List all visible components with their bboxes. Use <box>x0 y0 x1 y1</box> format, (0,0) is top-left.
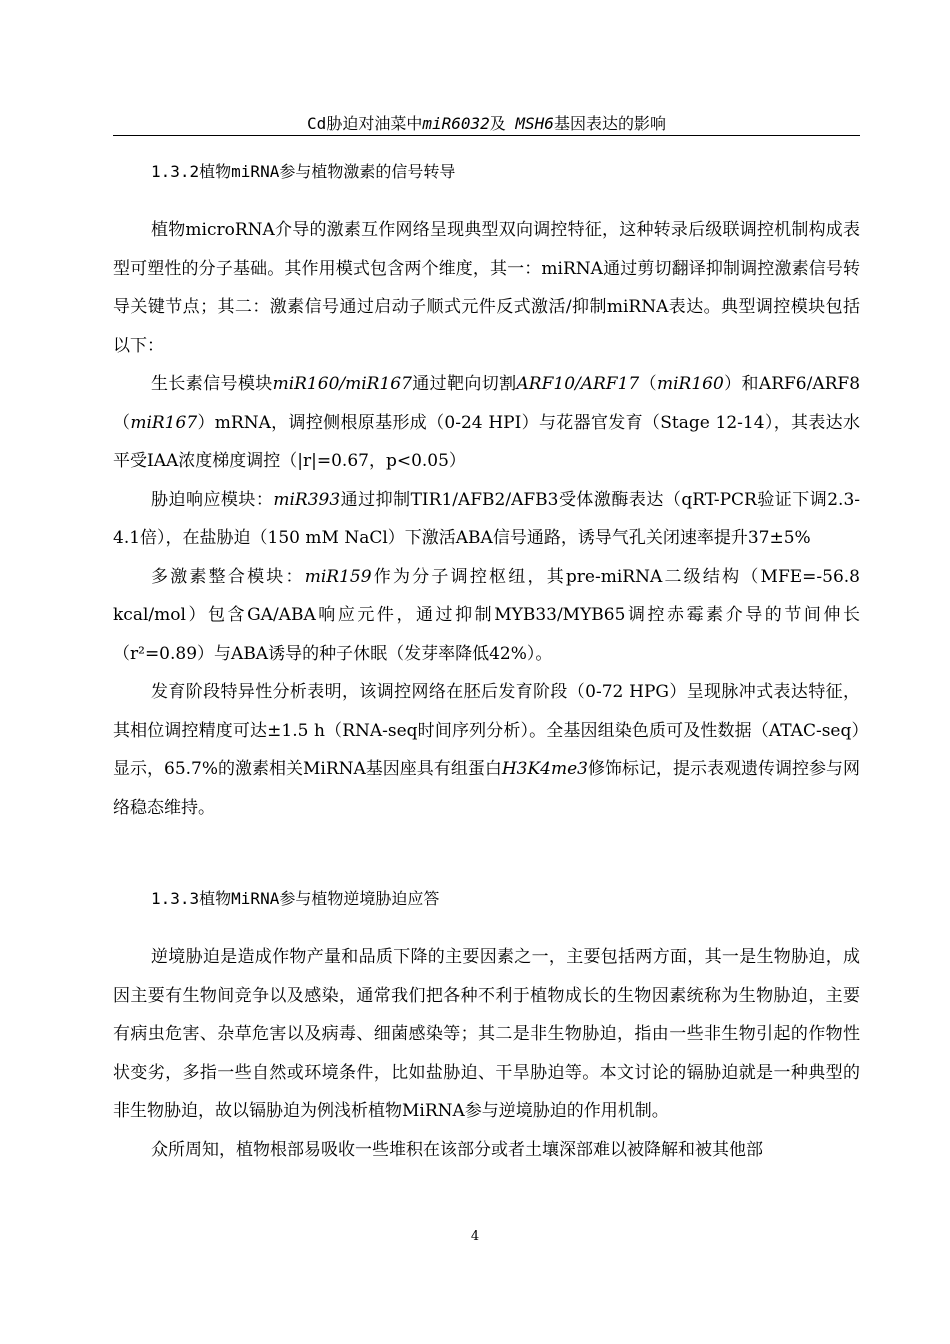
multi-text-c: 作为分子调控枢纽，其pre-miRNA二级结构（MFE=-56.8 kcal/mol）包含GA/ABA响应元件，通过抑制MYB33/MYB65调控赤霉素介导的节间伸长（r²=0.89）与ABA诱导的种子休眠（发芽率降低42%）。 <box>113 566 860 664</box>
header-title-part1: Cd胁迫对油菜中 <box>307 114 423 133</box>
paragraph-root-absorption: 众所周知，植物根部易吸收一些堆积在该部分或者土壤深部难以被降解和被其他部 <box>151 1139 763 1160</box>
auxin-text-e: （ <box>639 374 657 394</box>
dev-text-a: 发育阶段特异性分析表明，该调控网络在胚后发育阶段（0-72 HPG）呈现脉冲式表达特征，其相位调控精度可达±1.5 h（RNA-seq时间序列分析）。全基因组染色质可及性数据（ATAC-seq）显示，65.7%的激素相关MiRNA基因座具有组蛋白 <box>113 682 860 779</box>
section-1-3-2-body <box>113 211 860 827</box>
auxin-text-a: 生长素信号模块 <box>151 374 273 394</box>
header-rule <box>113 135 860 136</box>
stress-gene-mir393: miR393 <box>273 489 341 510</box>
header-title-part2: 及 <box>489 114 516 133</box>
section-1-3-3-body <box>113 938 860 1169</box>
header-gene-mir6032: miR6032 <box>422 114 490 133</box>
paragraph-stress-overview: 逆境胁迫是造成作物产量和品质下降的主要因素之一，主要包括两方面，其一是生物胁迫，成因主要有生物间竞争以及感染，通常我们把各种不利于植物成长的生物因素统称为生物胁迫，主要有病虫危害、杂草危害以及病毒、细菌感染等；其二是非生物胁迫，指由一些非生物引起的作物性状变劣，多指一些自然或环境条件，比如盐胁迫、干旱胁迫等。本文讨论的镉胁迫就是一种典型的非生物胁迫，故以镉胁迫为例浅析植物MiRNA参与逆境胁迫的作用机制。 <box>113 947 860 1121</box>
paragraph-multi-hormone-module <box>113 558 860 674</box>
auxin-text-c: 通过靶向切割 <box>411 374 517 394</box>
stress-text-a: 胁迫响应模块： <box>151 489 274 510</box>
paragraph-auxin-module <box>113 365 860 481</box>
section-heading-1-3-3: 1.3.3植物MiRNA参与植物逆境胁迫应答 <box>151 889 440 908</box>
auxin-gene-mir160: miR160 <box>657 374 724 394</box>
page-number: 4 <box>470 1229 480 1244</box>
auxin-text-i: ）mRNA，调控侧根原基形成（0-24 HPI）与花器官发育（Stage 12-14），其表达水平受IAA浓度梯度调控（|r|=0.67，p<0.05） <box>113 412 860 471</box>
running-header <box>113 112 860 136</box>
paragraph-intro: 植物microRNA介导的激素互作网络呈现典型双向调控特征，这种转录后级联调控机制构成表型可塑性的分子基础。其作用模式包含两个维度，其一：miRNA通过剪切翻译抑制调控激素信号转导关键节点；其二：激素信号通过启动子顺式元件反式激活/抑制miRNA表达。典型调控模块包括以下： <box>113 220 860 356</box>
multi-gene-mir159: miR159 <box>304 566 372 587</box>
paragraph-developmental-analysis <box>113 673 860 827</box>
dev-text-c: 修饰标记，提示表观遗传调控参与网络稳态维持。 <box>113 759 860 818</box>
header-title-part3: 基因表达的影响 <box>553 114 666 133</box>
auxin-text-g: ）和ARF6/ARF8（ <box>113 374 861 433</box>
dev-mark-h3k4me3: H3K4me3 <box>501 759 588 779</box>
stress-text-c: 通过抑制TIR1/AFB2/AFB3受体激酶表达（qRT-PCR验证下调2.3-4.1倍），在盐胁迫（150 mM NaCl）下激活ABA信号通路，诱导气孔关闭速率提升37±5% <box>113 489 861 548</box>
auxin-gene-mir160-mir167: miR160/miR167 <box>272 374 412 394</box>
paragraph-stress-module <box>113 481 860 558</box>
multi-text-a: 多激素整合模块： <box>151 566 305 587</box>
auxin-gene-mir167: miR167 <box>130 412 198 433</box>
section-heading-1-3-2: 1.3.2植物miRNA参与植物激素的信号转导 <box>151 162 456 181</box>
header-gene-msh6: MSH6 <box>515 114 554 133</box>
auxin-gene-arf10-arf17: ARF10/ARF17 <box>516 374 640 394</box>
